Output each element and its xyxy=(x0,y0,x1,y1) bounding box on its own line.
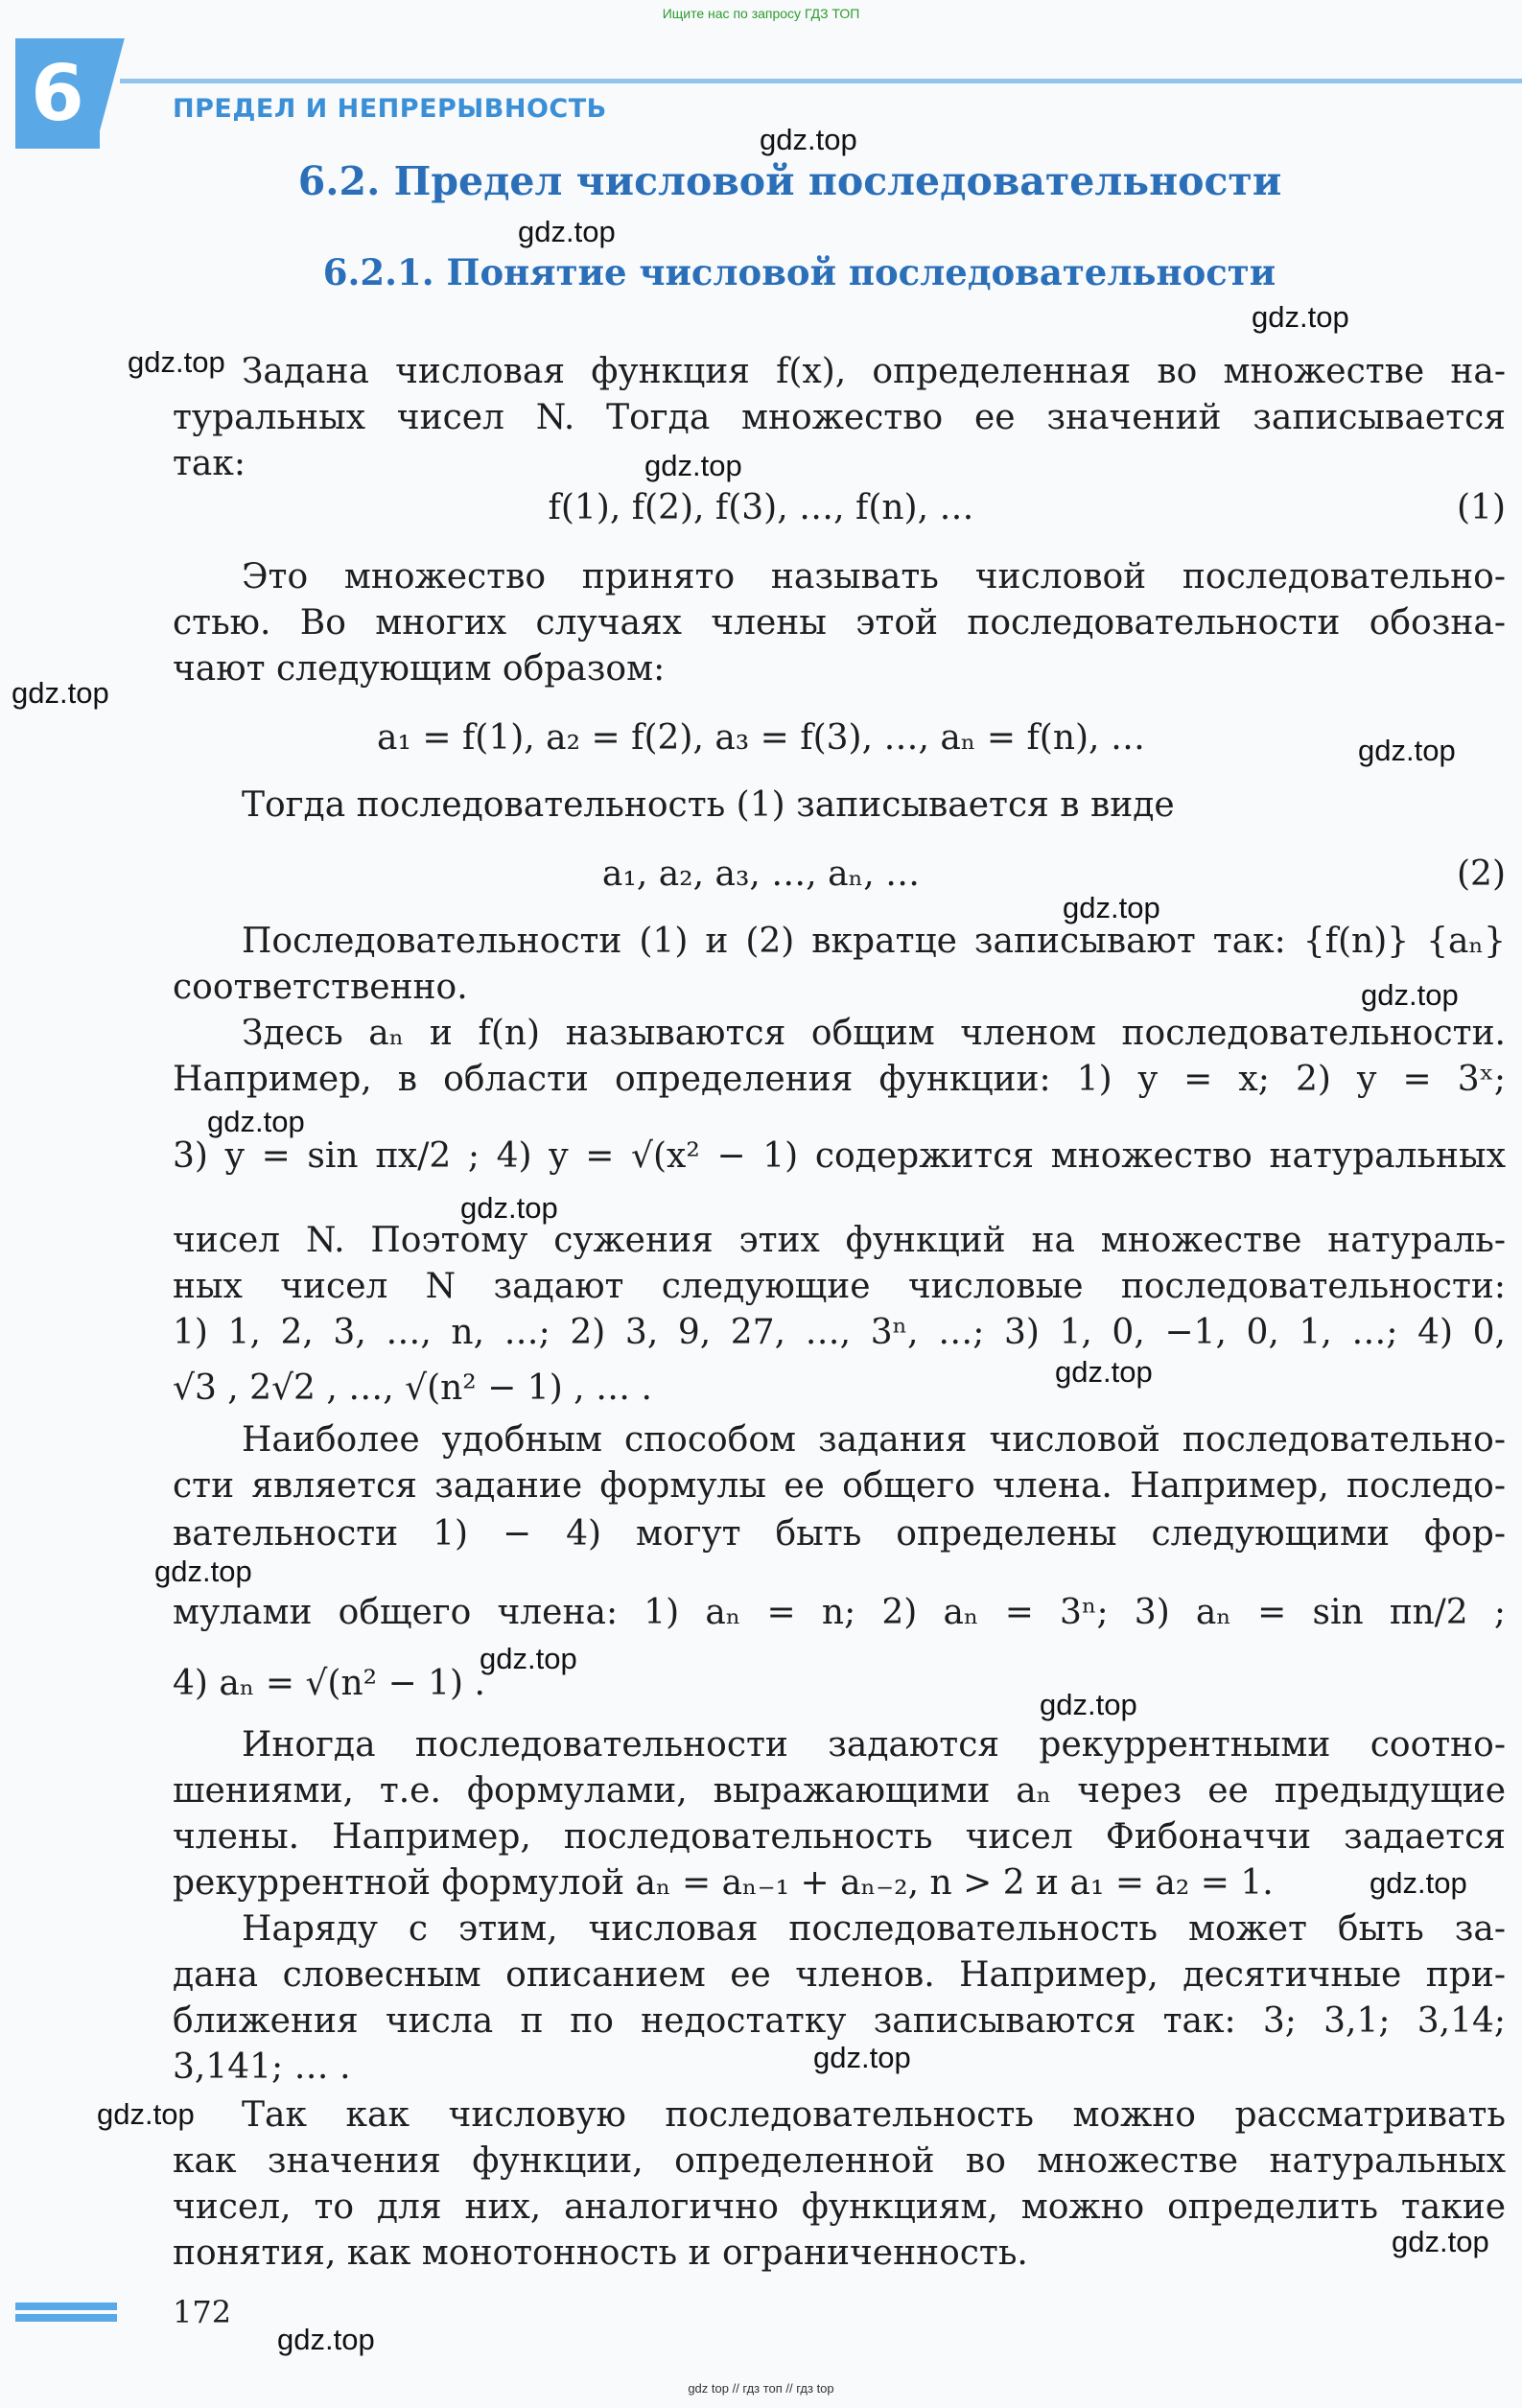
text-line: чают следующим образом: xyxy=(173,649,666,689)
text-line: Иногда последовательности задаются рекуррентными соотно- xyxy=(242,1725,1506,1765)
text-line: рекуррентной формулой aₙ = aₙ₋₁ + aₙ₋₂, n > 2 и a₁ = a₂ = 1. xyxy=(173,1863,1274,1903)
text-line: Наиболее удобным способом задания числовой последовательно- xyxy=(242,1420,1506,1460)
text-line: 4) aₙ = √(n² − 1) . xyxy=(173,1664,485,1703)
text-line: туральных чисел N. Тогда множество ее значений записывается xyxy=(173,398,1506,437)
text-line: чисел N. Поэтому сужения этих функций на множестве натураль- xyxy=(173,1221,1506,1260)
page-number: 172 xyxy=(173,2294,232,2330)
text-line: как значения функции, определенной во множестве натуральных xyxy=(173,2141,1506,2181)
text-line: ближения числа π по недостатку записываются так: 3; 3,1; 3,14; xyxy=(173,2001,1506,2041)
text-line: 1) 1, 2, 3, …, n, …; 2) 3, 9, 27, …, 3ⁿ, …; 3) 1, 0, −1, 0, 1, …; 4) 0, xyxy=(173,1313,1506,1352)
bottom-accent-bar xyxy=(15,2303,117,2310)
watermark-label: gdz.top xyxy=(154,1555,252,1588)
chapter-title: ПРЕДЕЛ И НЕПРЕРЫВНОСТЬ xyxy=(173,94,607,124)
watermark-label: gdz.top xyxy=(1370,1866,1467,1900)
text-line: Последовательности (1) и (2) вкратце записывают так: {f(n)} {aₙ} xyxy=(242,922,1506,961)
watermark-label: gdz.top xyxy=(1252,300,1349,334)
chapter-number-box xyxy=(15,38,100,149)
watermark-label: gdz.top xyxy=(518,215,616,248)
chapter-slant-decor xyxy=(100,38,125,149)
watermark-label: gdz.top xyxy=(644,449,742,482)
text-line: Задана числовая функция f(x), определенная во множестве на- xyxy=(242,352,1506,391)
chapter-number: 6 xyxy=(31,49,84,138)
formula-line: a₁, a₂, a₃, …, aₙ, … xyxy=(601,854,921,894)
text-line: √3 , 2√2 , …, √(n² − 1) , … . xyxy=(173,1368,652,1408)
watermark-label: gdz.top xyxy=(128,345,225,379)
watermark-label: gdz.top xyxy=(207,1105,305,1138)
text-line: Это множество принято называть числовой последовательно- xyxy=(242,557,1506,596)
text-line: так: xyxy=(173,444,246,483)
text-line: понятия, как монотонность и ограниченность. xyxy=(173,2233,1028,2273)
text-line: мулами общего члена: 1) aₙ = n; 2) aₙ = 3ⁿ; 3) aₙ = sin πn/2 ; xyxy=(173,1593,1506,1632)
text-line: Так как числовую последовательность можно рассматривать xyxy=(242,2095,1506,2135)
watermark-label: gdz.top xyxy=(1063,891,1160,924)
text-line: 3) y = sin πx/2 ; 4) y = √(x² − 1) содержится множество натуральных xyxy=(173,1136,1506,1176)
section-title: 6.2. Предел числовой последовательности xyxy=(297,158,1282,204)
watermark-label: gdz.top xyxy=(813,2041,911,2074)
text-line: стью. Во многих случаях члены этой последовательности обозна- xyxy=(173,603,1506,643)
text-line: чисел, то для них, аналогично функциям, можно определить такие xyxy=(173,2187,1506,2227)
formula-line: a₁ = f(1), a₂ = f(2), a₃ = f(3), …, aₙ = f(n), … xyxy=(377,718,1145,758)
watermark-label: gdz.top xyxy=(1361,978,1459,1012)
watermark-label: gdz.top xyxy=(1055,1355,1153,1389)
watermark-label: gdz.top xyxy=(1040,1688,1137,1721)
text-line: Например, в области определения функции: 1) y = x; 2) y = 3ˣ; xyxy=(173,1060,1506,1099)
watermark-label: gdz.top xyxy=(12,676,109,710)
subsection-title: 6.2.1. Понятие числовой последовательности xyxy=(322,251,1276,293)
watermark-label: gdz.top xyxy=(760,123,857,156)
text-line: Тогда последовательность (1) записывается в виде xyxy=(242,785,1175,825)
text-line: 3,141; … . xyxy=(173,2047,351,2087)
watermark-label: gdz.top xyxy=(277,2323,375,2356)
watermark-label: gdz.top xyxy=(97,2097,195,2131)
equation-number: (1) xyxy=(1457,488,1506,527)
footer-note: gdz top // гдз топ // гдз top xyxy=(688,2381,834,2396)
text-line: ных чисел N задают следующие числовые последовательности: xyxy=(173,1267,1506,1306)
text-line: Здесь aₙ и f(n) называются общим членом последовательности. xyxy=(242,1014,1506,1053)
text-line: вательности 1) − 4) могут быть определены следующими фор- xyxy=(173,1514,1506,1554)
bottom-accent-bar xyxy=(15,2314,117,2322)
chapter-header-line xyxy=(120,79,1522,83)
text-line: шениями, т.е. формулами, выражающими aₙ через ее предыдущие xyxy=(173,1771,1506,1811)
watermark-label: gdz.top xyxy=(1392,2225,1489,2258)
text-line: сти является задание формулы ее общего члена. Например, последо- xyxy=(173,1466,1506,1506)
text-line: Наряду с этим, числовая последовательность может быть за- xyxy=(242,1909,1506,1949)
formula-line: f(1), f(2), f(3), …, f(n), … xyxy=(548,488,974,527)
watermark-label: gdz.top xyxy=(480,1642,577,1675)
text-line: дана словесным описанием ее членов. Например, десятичные при- xyxy=(173,1955,1506,1995)
watermark-label: gdz.top xyxy=(460,1191,558,1225)
watermark-label: gdz.top xyxy=(1358,734,1456,767)
top-note: Ищите нас по запросу ГДЗ ТОП xyxy=(662,6,860,21)
text-line: члены. Например, последовательность чисел Фибоначчи задается xyxy=(173,1817,1506,1857)
equation-number: (2) xyxy=(1457,854,1506,894)
text-line: соответственно. xyxy=(173,968,468,1007)
